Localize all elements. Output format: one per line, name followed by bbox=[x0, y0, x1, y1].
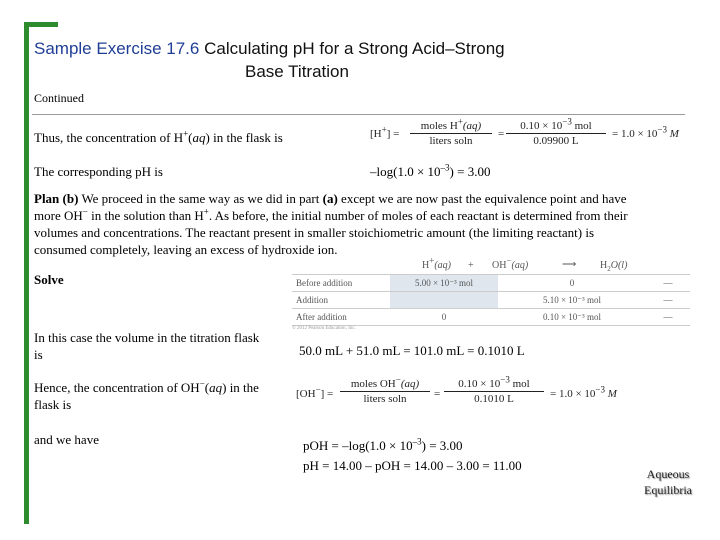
frame-bracket-vertical bbox=[24, 22, 29, 524]
poh-equation: pOH = $-\log(1.0 \times 10^{-3}) = 3.00$ bbox=[303, 436, 463, 453]
slide-title bbox=[34, 37, 634, 83]
and-we-have-text: and we have bbox=[34, 432, 99, 447]
table-row: After addition 0 0.10 × 10⁻³ mol — bbox=[292, 309, 690, 326]
title-label: Sample Exercise 17.6 bbox=[34, 39, 200, 58]
frame-bracket-horizontal bbox=[24, 22, 58, 27]
oh-fraction-values: $0.10 \times 10^{-3}$ mol 0.1010 L bbox=[444, 378, 544, 405]
table-row: Before addition 5.00 × 10⁻³ mol 0 — bbox=[292, 275, 690, 292]
title-line2: Base Titration bbox=[245, 62, 349, 81]
ph-equation: $-\log(1.0 \times 10^{-3}) = 3.00$ bbox=[370, 162, 491, 179]
reaction-equation-header: H+(aq) + OH−(aq) ⟶ $H_2O(l)$ bbox=[422, 255, 628, 273]
h-concentration-equation: [H+] = moles H+(aq) liters soln = $0.10 \times 10^{-3}$ mol 0.09900 L = $1.0 \times 10^{-3}$ M bbox=[370, 116, 679, 147]
footer-line2: Equilibria bbox=[644, 483, 692, 497]
ice-table-grid bbox=[292, 274, 690, 326]
copyright-note: © 2012 Pearson Education, Inc. bbox=[292, 326, 356, 331]
volume-text: In this case the volume in the titration flask is bbox=[34, 330, 260, 362]
ph-intro-text: The corresponding pH is bbox=[34, 164, 163, 179]
h-fraction-values: $0.10 \times 10^{-3}$ mol 0.09900 L bbox=[506, 120, 606, 147]
title-line1: Calculating pH for a Strong Acid–Strong bbox=[204, 39, 505, 58]
ph-final-equation: pH = 14.00 – pOH = 14.00 – 3.00 = 11.00 bbox=[303, 458, 522, 473]
h-concentration-text: Thus, the concentration of H+(aq) in the flask is bbox=[34, 128, 283, 145]
chapter-footer bbox=[630, 466, 706, 498]
oh-concentration-equation: [OH−] = moles OH−(aq) liters soln = $0.10 \times 10^{-3}$ mol 0.1010 L = $1.0 \times 10^{-3}$ M bbox=[296, 374, 617, 405]
solve-heading: Solve bbox=[34, 272, 64, 287]
oh-fraction-moles: moles OH−(aq) liters soln bbox=[340, 378, 430, 405]
table-row: Addition 5.10 × 10⁻³ mol — bbox=[292, 292, 690, 309]
divider-line bbox=[32, 114, 685, 115]
plan-b-paragraph: Plan (b) We proceed in the same way as we did in part (a) except we are now past the equivalence point and have more OH− in the solution than H+. As before, the initial number of moles of each reactant is determined from their volumes and concentrations. The reactant present in smaller stoichiometric amount (the limiting reactant) is consumed completely, leaving an excess of hydroxide ion. bbox=[34, 191, 628, 257]
volume-equation: 50.0 mL + 51.0 mL = 101.0 mL = 0.1010 L bbox=[299, 343, 525, 358]
oh-concentration-text: Hence, the concentration of OH−(aq) in the flask is bbox=[34, 378, 259, 412]
h-fraction-moles: moles H+(aq) liters soln bbox=[410, 120, 492, 147]
reaction-table bbox=[292, 255, 690, 331]
continued-label: Continued bbox=[34, 91, 84, 105]
footer-line1: Aqueous bbox=[646, 467, 690, 481]
